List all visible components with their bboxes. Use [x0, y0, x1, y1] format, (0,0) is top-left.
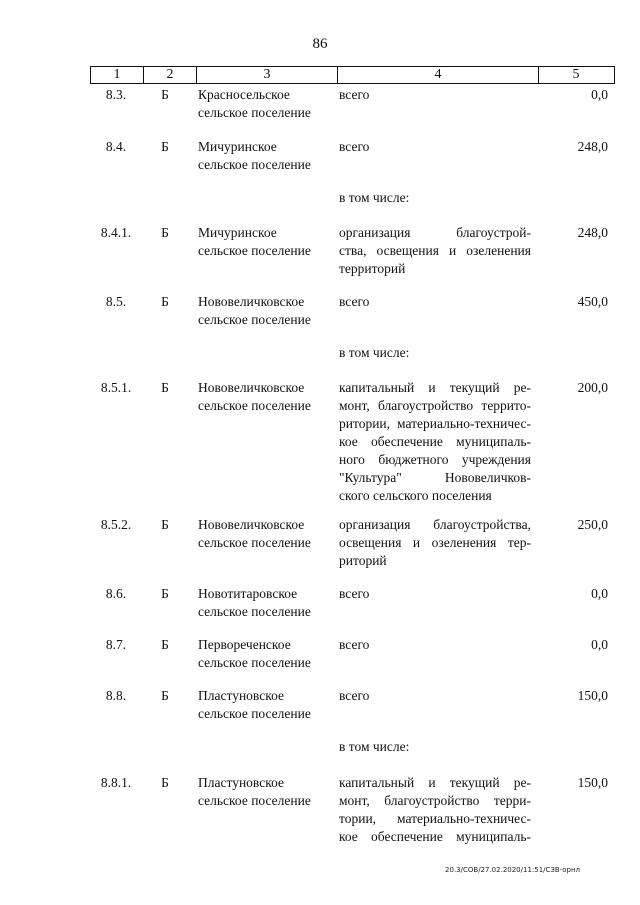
row-settlement: [198, 138, 333, 174]
row-code: Б: [161, 637, 169, 652]
description-line: территорий: [339, 261, 406, 276]
row-description: [339, 293, 531, 311]
row-number: 8.8.1.: [100, 775, 132, 790]
description-line: кое обеспечение муниципаль-: [339, 434, 531, 449]
row-number: 8.3.: [105, 87, 127, 102]
description-line: всего: [339, 637, 370, 652]
settlement-line: сельское поселение: [198, 793, 311, 808]
row-value: 450,0: [577, 294, 608, 309]
row-value: 150,0: [577, 688, 608, 703]
table-header: [90, 66, 615, 84]
including-label: в том числе:: [339, 345, 410, 360]
header-col-3: 3: [263, 67, 271, 82]
settlement-line: Пластуновское: [198, 688, 284, 703]
settlement-line: сельское поселение: [198, 655, 311, 670]
row-description: [339, 224, 531, 278]
row-description: [339, 138, 531, 156]
settlement-line: Новотитаровское: [198, 586, 298, 601]
settlement-line: сельское поселение: [198, 398, 311, 413]
description-line: всего: [339, 294, 370, 309]
row-value: 150,0: [577, 775, 608, 790]
settlement-line: сельское поселение: [198, 243, 311, 258]
settlement-line: сельское поселение: [198, 312, 311, 327]
row-description: [339, 585, 531, 603]
row-description: [339, 86, 531, 104]
row-code: Б: [161, 586, 169, 601]
settlement-line: Нововеличковское: [198, 380, 305, 395]
description-line: капитальный и текущий ре-: [339, 775, 531, 790]
row-number: 8.6.: [105, 586, 127, 601]
page-number: 86: [312, 36, 328, 52]
settlement-line: Мичуринское: [198, 225, 277, 240]
header-col-2: 2: [166, 67, 174, 82]
row-settlement: [198, 516, 333, 552]
description-line: кое обеспечение муниципаль-: [339, 829, 531, 844]
row-description: [339, 379, 531, 505]
row-settlement: [198, 585, 333, 621]
row-settlement: [198, 379, 333, 415]
row-number: 8.5.1.: [100, 380, 132, 395]
document-footer-code: 20.3/СОВ/27.02.2020/11:51/СЗВ-орнл: [445, 866, 580, 874]
settlement-line: Красносельское: [198, 87, 290, 102]
row-code: Б: [161, 139, 169, 154]
row-code: Б: [161, 294, 169, 309]
row-code: Б: [161, 380, 169, 395]
description-line: всего: [339, 139, 370, 154]
row-settlement: [198, 687, 333, 723]
description-line: ритории, материально-техничес-: [339, 416, 531, 431]
row-value: 0,0: [591, 87, 608, 102]
header-col-1: 1: [113, 67, 121, 82]
description-line: организация благоустрой-: [339, 225, 531, 240]
settlement-line: Нововеличковское: [198, 294, 305, 309]
description-line: всего: [339, 586, 370, 601]
header-col-5: 5: [572, 67, 580, 82]
row-number: 8.4.1.: [100, 225, 132, 240]
description-line: "Культура" Нововеличков-: [339, 470, 531, 485]
row-code: Б: [161, 87, 169, 102]
description-line: монт, благоустройство терри-: [339, 793, 531, 808]
row-value: 250,0: [577, 517, 608, 532]
settlement-line: Первореченское: [198, 637, 291, 652]
row-code: Б: [161, 517, 169, 532]
description-line: ского сельского поселения: [339, 488, 492, 503]
row-number: 8.8.: [105, 688, 127, 703]
description-line: тории, материально-техничес-: [339, 811, 531, 826]
row-value: 248,0: [577, 139, 608, 154]
row-code: Б: [161, 775, 169, 790]
row-settlement: [198, 293, 333, 329]
row-description: [339, 687, 531, 705]
including-label: в том числе:: [339, 190, 410, 205]
row-code: Б: [161, 688, 169, 703]
header-col-4: 4: [434, 67, 442, 82]
row-number: 8.5.: [105, 294, 127, 309]
row-value: 0,0: [591, 637, 608, 652]
description-line: монт, благоустройство террито-: [339, 398, 531, 413]
row-description: [339, 636, 531, 654]
description-line: освещения и озеленения тер-: [339, 535, 531, 550]
row-settlement: [198, 224, 333, 260]
row-code: Б: [161, 225, 169, 240]
settlement-line: Пластуновское: [198, 775, 284, 790]
row-settlement: [198, 636, 333, 672]
description-line: ного бюджетного учреждения: [339, 452, 531, 467]
description-line: капитальный и текущий ре-: [339, 380, 531, 395]
settlement-line: сельское поселение: [198, 535, 311, 550]
description-line: риторий: [339, 553, 387, 568]
settlement-line: сельское поселение: [198, 105, 311, 120]
row-value: 248,0: [577, 225, 608, 240]
settlement-line: Нововеличковское: [198, 517, 305, 532]
settlement-line: сельское поселение: [198, 706, 311, 721]
row-settlement: [198, 86, 333, 122]
settlement-line: сельское поселение: [198, 604, 311, 619]
row-value: 0,0: [591, 586, 608, 601]
row-description: [339, 774, 531, 846]
row-value: 200,0: [577, 380, 608, 395]
row-number: 8.7.: [105, 637, 127, 652]
including-label: в том числе:: [339, 739, 410, 754]
description-line: всего: [339, 688, 370, 703]
description-line: ства, освещения и озеленения: [339, 243, 531, 258]
row-number: 8.5.2.: [100, 517, 132, 532]
row-number: 8.4.: [105, 139, 127, 154]
row-settlement: [198, 774, 333, 810]
settlement-line: Мичуринское: [198, 139, 277, 154]
row-description: [339, 516, 531, 570]
settlement-line: сельское поселение: [198, 157, 311, 172]
description-line: организация благоустройства,: [339, 517, 531, 532]
description-line: всего: [339, 87, 370, 102]
